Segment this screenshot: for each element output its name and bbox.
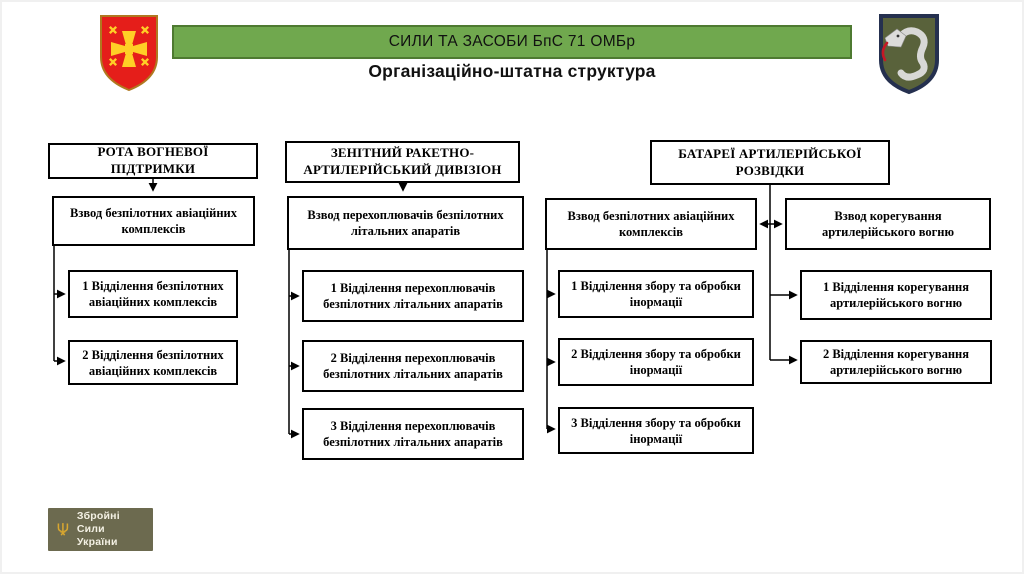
slide-title-bar bbox=[172, 25, 852, 59]
org-box-fire-correction-platoon: Взвод корегування артилерійського вогню bbox=[785, 198, 991, 250]
logo-text-line2: України bbox=[76, 536, 118, 549]
org-box-artillery-recon-battery: БАТАРЕЇ АРТИЛЕРІЙСЬКОЇ РОЗВІДКИ bbox=[650, 140, 890, 185]
armed-forces-logo-text bbox=[77, 510, 145, 549]
org-box-info-processing-squad-1: 1 Відділення збору та обробки інормації bbox=[558, 270, 754, 318]
org-box-interceptor-squad-1: 1 Відділення перехоплювачів безпілотних літальних апаратів bbox=[302, 270, 524, 322]
org-box-uav-platoon: Взвод безпілотних авіаційних комплексів bbox=[52, 196, 255, 246]
slide-title: СИЛИ ТА ЗАСОБИ БпС 71 ОМБр bbox=[388, 33, 636, 50]
brigade-cross-emblem-icon bbox=[97, 13, 161, 98]
armed-forces-of-ukraine-logo bbox=[48, 508, 153, 551]
slide-subtitle: Організаційно-штатна структура bbox=[368, 61, 656, 81]
org-box-fire-correction-squad-1: 1 Відділення корегування артилерійського вогню bbox=[800, 270, 992, 320]
page-edge-left bbox=[0, 0, 2, 574]
trident-icon bbox=[56, 520, 70, 540]
logo-text-line1: Збройні Сили bbox=[76, 509, 120, 535]
brigade-snake-emblem-icon bbox=[877, 12, 941, 100]
org-box-interceptor-platoon: Взвод перехоплювачів безпілотних літальних апаратів bbox=[287, 196, 524, 250]
org-box-recon-uav-platoon: Взвод безпілотних авіаційних комплексів bbox=[545, 198, 757, 250]
org-box-info-processing-squad-2: 2 Відділення збору та обробки інормації bbox=[558, 338, 754, 386]
org-box-interceptor-squad-3: 3 Відділення перехоплювачів безпілотних літальних апаратів bbox=[302, 408, 524, 460]
org-box-uav-squad-1: 1 Відділення безпілотних авіаційних комплексів bbox=[68, 270, 238, 318]
org-box-interceptor-squad-2: 2 Відділення перехоплювачів безпілотних літальних апаратів bbox=[302, 340, 524, 392]
snake-shield-icon bbox=[877, 12, 941, 95]
org-box-info-processing-squad-3: 3 Відділення збору та обробки інормації bbox=[558, 407, 754, 454]
org-box-aa-missile-artillery-battalion: ЗЕНІТНИЙ РАКЕТНО-АРТИЛЕРІЙСЬКИЙ ДИВІЗІОН bbox=[285, 141, 520, 183]
org-box-uav-squad-2: 2 Відділення безпілотних авіаційних комплексів bbox=[68, 340, 238, 385]
org-box-fire-support-company: РОТА ВОГНЕВОЇ ПІДТРИМКИ bbox=[48, 143, 258, 179]
org-box-fire-correction-squad-2: 2 Відділення корегування артилерійського вогню bbox=[800, 340, 992, 384]
page-edge-top bbox=[0, 0, 1024, 2]
